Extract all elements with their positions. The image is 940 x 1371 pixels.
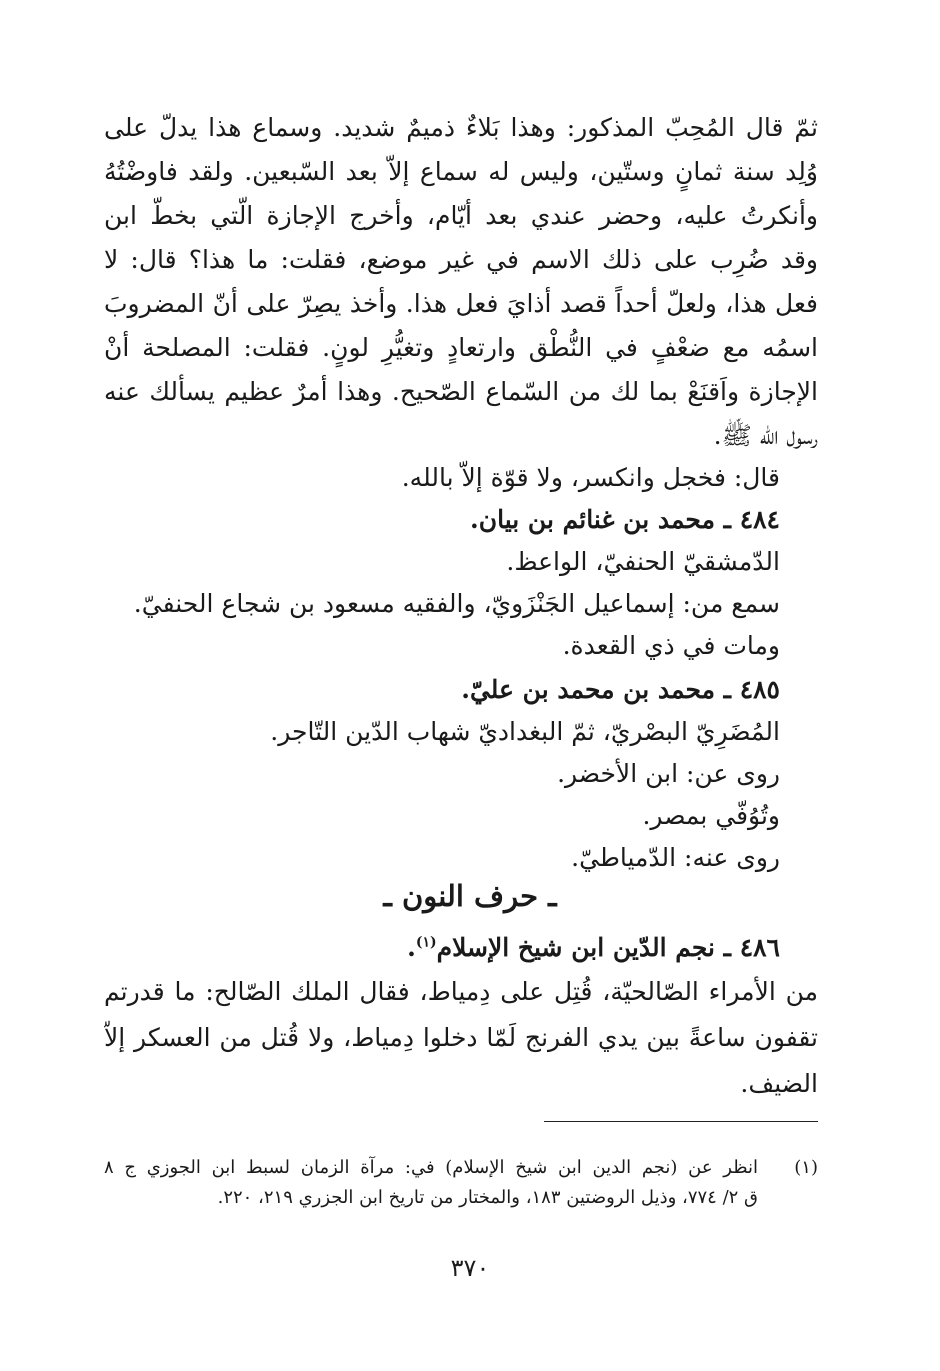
entry-heading-period: . [407,933,416,962]
entry-heading-484: ٤٨٤ ـ محمد بن غنائم بن بيان. [470,505,780,534]
paragraph-line: وُلِد سنة ثمانٍ وستّين، وليس له سماع إلاّ بعد السّبعين. ولقد فاوضْتُهُ [104,157,818,186]
entry-line: سمع من: إسماعيل الجَنْزَويّ، والفقيه مسعود بن شجاع الحنفيّ. [133,589,780,618]
entry-line: الضيف. [740,1069,818,1098]
entry-line: المُضَرِيّ البصْريّ، ثمّ البغداديّ شهاب الدّين التّاجر. [270,717,780,746]
paragraph-line: رسول الله ﷺ. [713,421,818,450]
page-number: ٣٧٠ [450,1254,490,1282]
section-heading: ـ حرف النون ـ [383,879,557,913]
entry-heading-486 [407,928,780,968]
footnote-text-line: انظر عن (نجم الدين ابن شيخ الإسلام) في: مرآة الزمان لسبط ابن الجوزي ج ٨ [104,1157,758,1178]
entry-line: روى عنه: الدّمياطيّ. [571,843,780,872]
entry-line: روى عن: ابن الأخضر. [557,759,780,788]
entry-heading-485: ٤٨٥ ـ محمد بن محمد بن عليّ. [461,675,780,704]
entry-heading-text: ٤٨٦ ـ نجم الدّين ابن شيخ الإسلام [436,933,780,962]
entry-line: الدّمشقيّ الحنفيّ، الواعظ. [506,547,780,576]
entry-line: من الأمراء الصّالحيّة، قُتِل على دِمياط، فقال الملك الصّالح: ما قدرتم [104,977,818,1006]
entry-line: ومات في ذي القعدة. [562,631,780,660]
paragraph-line: ثمّ قال المُحِبّ المذكور: وهذا بَلاءٌ ذميمٌ شديد. وسماع هذا يدلّ على [104,113,818,142]
footnote-marker: (١) [794,1157,818,1178]
paragraph-line: قال: فخجل وانكسر، ولا قوّة إلاّ بالله. [401,463,780,492]
paragraph-line: وقد ضُرِب على ذلك الاسم في غير موضع، فقلت: ما هذا؟ قال: لا [104,245,818,274]
paragraph-line: الإجازة واَقنَعْ بما لك من السّماع الصّحيح. وهذا أمرٌ عظيم يسألك عنه [104,377,818,406]
footnote-text-line: ق ٢/ ٧٧٤، وذيل الروضتين ١٨٣، والمختار من تاريخ ابن الجزري ٢١٩، ٢٢٠. [217,1187,758,1208]
paragraph-line: اسمُه مع ضعْفٍ في النُّطْق وارتعادٍ وتغيُّرِ لونٍ. فقلت: المصلحة أنْ [104,333,818,362]
paragraph-line: وأنكرتُ عليه، وحضر عندي بعد أيّام، وأخرج الإجازة الّتي بخطّ ابن [104,201,818,230]
entry-line: تقفون ساعةً بين يدي الفرنج لَمّا دخلوا دِمياط، ولا قُتل من العسكر إلاّ [104,1023,818,1052]
footnote-separator [544,1121,818,1122]
paragraph-line: فعل هذا، ولعلّ أحداً قصد أذايَ فعل هذا. وأخذ يصِرّ على أنّ المضروبَ [104,289,818,318]
footnote-reference: (١) [415,934,437,951]
entry-line: وتُوُفّي بمصر. [642,801,780,830]
